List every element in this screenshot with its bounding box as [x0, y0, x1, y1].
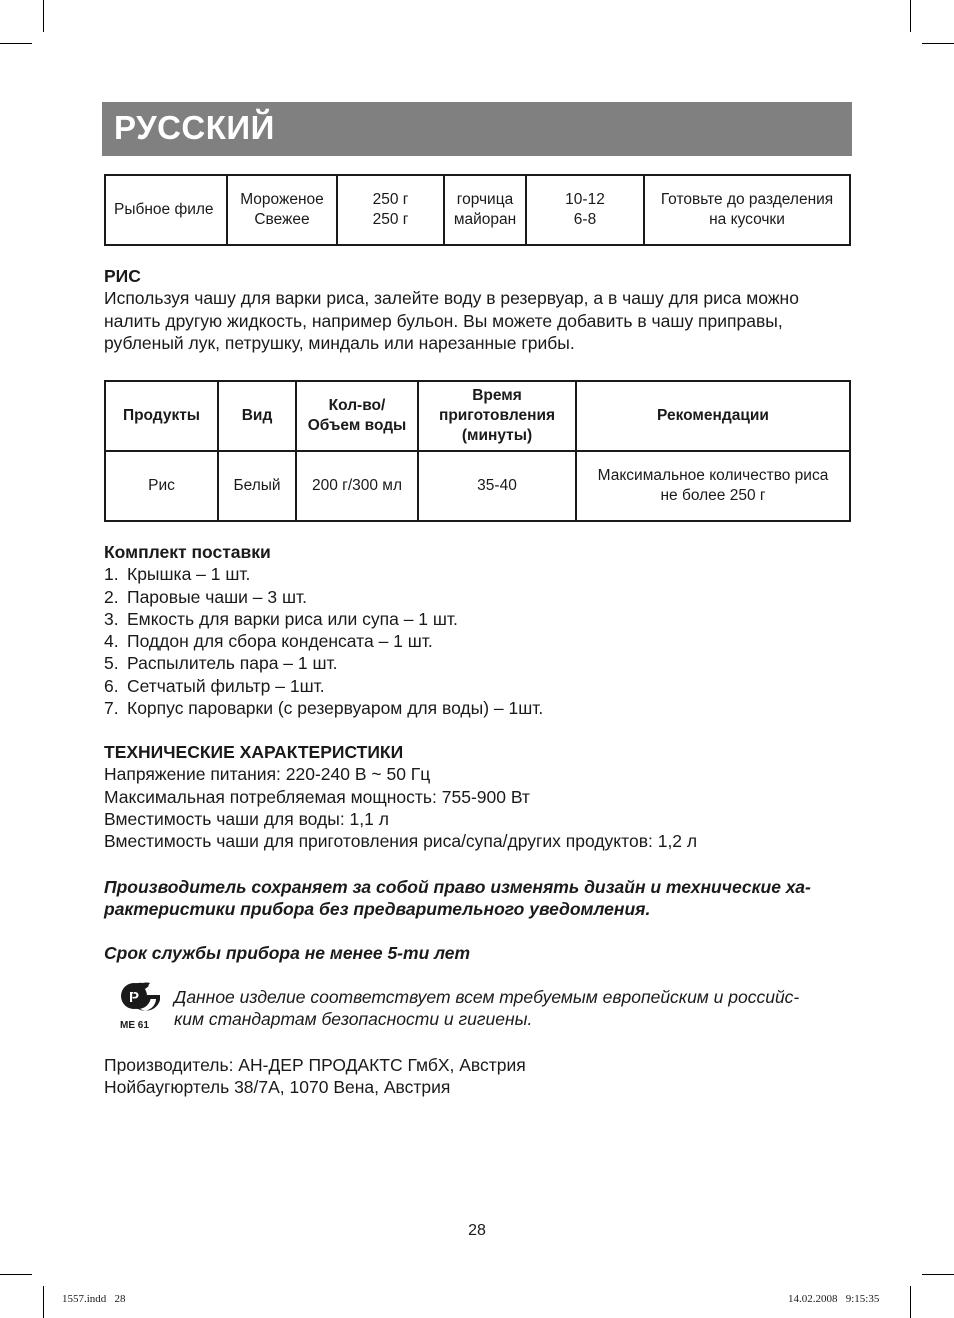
service-life-text: Срок службы прибора не менее 5-ти лет	[104, 943, 471, 963]
list-item-text: Паровые чаши – 3 шт.	[127, 586, 307, 607]
footer-timestamp: 14.02.2008 9:15:35	[788, 1293, 880, 1305]
notice-line: рактеристики прибора без предварительного уведомления.	[104, 899, 651, 920]
crop-mark	[910, 1286, 911, 1318]
table-cell: Рис	[105, 451, 218, 521]
kit-section	[104, 541, 854, 719]
crop-mark	[43, 0, 44, 32]
crop-mark	[0, 43, 32, 44]
svg-text:P: P	[129, 989, 140, 1006]
spec-line: Вместимость чаши для приготовления риса/супа/других продуктов: 1,2 л	[104, 831, 698, 852]
certification-text	[174, 986, 852, 1031]
rice-section	[104, 265, 854, 354]
paragraph-line: налить другую жидкость, например бульон. Вы можете добавить в чашу приправы,	[104, 310, 783, 331]
service-life	[104, 942, 854, 964]
list-item	[104, 630, 854, 652]
manufacturer-line: Производитель: АН-ДЕР ПРОДАКТС ГмбХ, Австрия	[104, 1055, 526, 1075]
rst-certification-logo-icon	[116, 980, 160, 1032]
specs-section	[104, 741, 854, 852]
list-item	[104, 652, 854, 674]
list-item	[104, 675, 854, 697]
table-cell: Рыбное филе	[105, 175, 227, 245]
table-row	[105, 175, 850, 245]
section-heading: Комплект поставки	[104, 542, 271, 562]
list-item	[104, 697, 854, 719]
fish-cooking-table	[104, 174, 851, 246]
table-cell: горчица майоран	[444, 175, 526, 245]
crop-mark	[43, 1286, 44, 1318]
list-item-number: 2.	[104, 586, 119, 607]
table-cell: Максимальное количество риса не более 250 г	[576, 451, 850, 521]
manufacturer-address	[104, 1054, 854, 1099]
list-item-number: 3.	[104, 608, 119, 629]
language-header	[102, 102, 852, 156]
table-cell: 10-12 6-8	[526, 175, 644, 245]
list-item-text: Поддон для сбора конденсата – 1 шт.	[127, 631, 433, 652]
table-cell: 200 г/300 мл	[296, 451, 418, 521]
paragraph-line: рубленый лук, петрушку, миндаль или нарезанные грибы.	[104, 332, 575, 353]
list-item	[104, 586, 854, 608]
manufacturer-line: Нойбаугюртель 38/7А, 1070 Вена, Австрия	[104, 1077, 451, 1098]
list-item-number: 6.	[104, 675, 119, 696]
spec-line: Вместимость чаши для воды: 1,1 л	[104, 808, 389, 829]
list-item-text: Емкость для варки риса или супа – 1 шт.	[127, 608, 458, 629]
logo-code: ME 61	[120, 1020, 149, 1031]
column-header: Продукты	[105, 381, 218, 451]
list-item-text: Сетчатый фильтр – 1шт.	[127, 675, 325, 696]
list-item-number: 4.	[104, 631, 119, 652]
spec-line: Напряжение питания: 220-240 В ~ 50 Гц	[104, 764, 431, 785]
list-item-number: 1.	[104, 564, 119, 585]
crop-mark	[0, 1274, 32, 1275]
column-header: Вид	[218, 381, 296, 451]
table-cell: 250 г 250 г	[337, 175, 444, 245]
table-cell: Готовьте до разделения на кусочки	[644, 175, 850, 245]
certification-line: ким стандартам безопасности и гигиены.	[174, 1009, 533, 1030]
page-number: 28	[468, 1222, 486, 1239]
page-title: РУССКИЙ	[114, 109, 275, 146]
list-item	[104, 563, 854, 585]
list-item	[104, 608, 854, 630]
footer-file-info: 1557.indd 28	[62, 1293, 126, 1305]
notice-line: Производитель сохраняет за собой право изменять дизайн и технические ха-	[104, 877, 811, 897]
column-header: Время приготовления (минуты)	[418, 381, 576, 451]
paragraph-line: Используя чашу для варки риса, залейте воду в резервуар, а в чашу для риса можно	[104, 288, 799, 309]
section-heading: ТЕХНИЧЕСКИЕ ХАРАКТЕРИСТИКИ	[104, 742, 404, 762]
list-item-text: Распылитель пара – 1 шт.	[127, 653, 338, 674]
table-header-row	[105, 381, 850, 451]
crop-mark	[922, 43, 954, 44]
list-item-text: Крышка – 1 шт.	[127, 564, 251, 585]
crop-mark	[922, 1274, 954, 1275]
table-row	[105, 451, 850, 521]
spec-line: Максимальная потребляемая мощность: 755-900 Вт	[104, 786, 530, 807]
list-item-number: 7.	[104, 698, 119, 719]
column-header: Рекомендации	[576, 381, 850, 451]
list-item-number: 5.	[104, 653, 119, 674]
list-item-text: Корпус пароварки (с резервуаром для воды) – 1шт.	[127, 698, 544, 719]
crop-mark	[910, 0, 911, 32]
table-cell: 35-40	[418, 451, 576, 521]
kit-list	[104, 563, 854, 719]
rice-cooking-table	[104, 380, 851, 522]
table-cell: Мороженое Свежее	[227, 175, 337, 245]
section-heading: РИС	[104, 266, 141, 286]
table-cell: Белый	[218, 451, 296, 521]
manufacturer-notice	[104, 876, 854, 921]
column-header: Кол-во/ Объем воды	[296, 381, 418, 451]
certification-line: Данное изделие соответствует всем требуемым европейским и российс-	[174, 987, 800, 1007]
